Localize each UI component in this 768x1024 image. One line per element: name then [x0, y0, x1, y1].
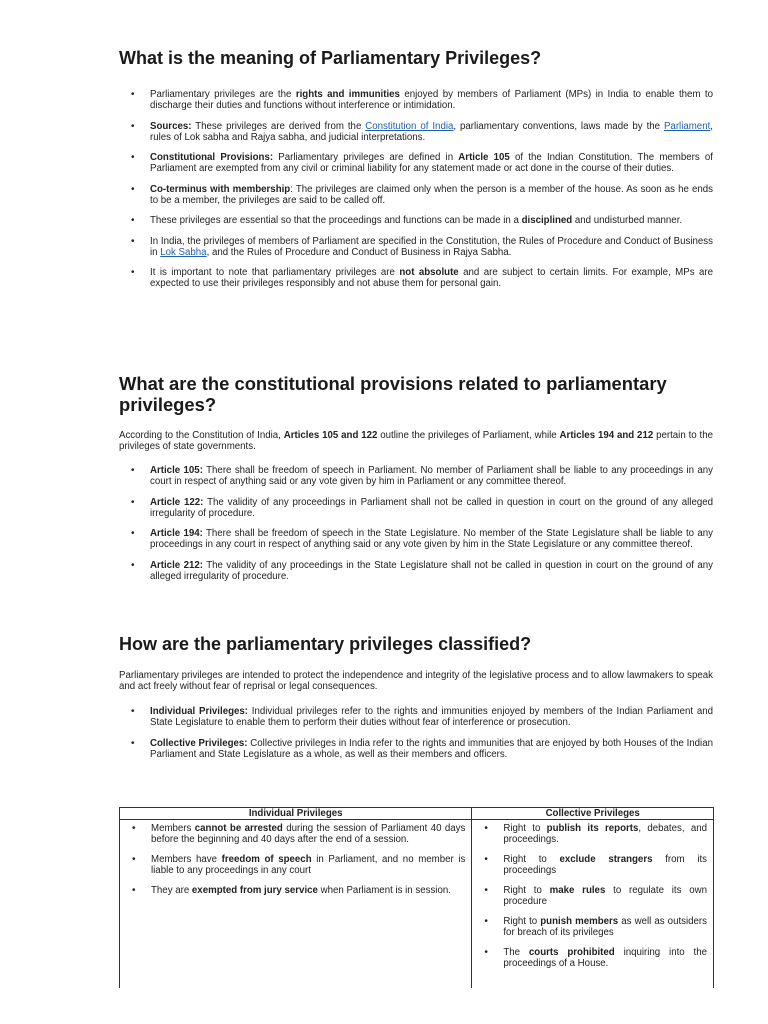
link-parliament[interactable]: Parliament — [663, 120, 711, 132]
list-item: • In India, the privileges of members of Parliament are specified in the Constitution, the Rules of Procedure and Conduct of Business in Lok Sabha, and the Rules of Procedure and Conduct of Business in Rajya Sabha. — [119, 236, 713, 258]
list-item: • These privileges are essential so that the proceedings and functions can be made in a disciplined and undisturbed manner. — [119, 215, 713, 226]
link-lok-sabha[interactable]: Lok Sabha — [160, 246, 207, 258]
table-cell-collective — [472, 820, 714, 989]
list-item: • Individual Privileges: Individual privileges refer to the rights and immunities enjoyed by members of the Indian Parliament and State Legislature to enable them to perform their duties without fear of interference or prosecution. — [119, 706, 713, 728]
list-item: • Co-terminus with membership: The privileges are claimed only when the person is a member of the house. As soon as he ends to be a member, the privileges are said to be called off. — [119, 184, 713, 206]
section-heading: What is the meaning of Parliamentary Privileges? — [119, 48, 542, 68]
section-heading: How are the parliamentary privileges classified? — [119, 634, 532, 654]
list-item: • It is important to note that parliamentary privileges are not absolute and are subject to certain limits. For example, MPs are expected to use their privileges responsibly and not abuse them for personal gain. — [119, 267, 713, 289]
list-item: • Article 194: There shall be freedom of speech in the State Legislature. No member of the State Legislature shall be liable to any proceedings in any court in respect of anything said or any vote given by him in the State Legislature or any committee thereof. — [119, 528, 713, 550]
table-header-individual: Individual Privileges — [120, 808, 472, 820]
paragraph: According to the Constitution of India, Articles 105 and 122 outline the privileges of Parliament, while Articles 194 and 212 pertain to the privileges of state governments. — [119, 430, 713, 452]
list-item: • Right to make rules to regulate its own procedure — [472, 885, 707, 907]
section-heading: What are the constitutional provisions related to parliamentary privileges? — [119, 373, 667, 415]
table-header-collective: Collective Privileges — [472, 808, 714, 820]
link-constitution-of-india[interactable]: Constitution of India — [365, 120, 454, 132]
list-item: • The courts prohibited inquiring into the proceedings of a House. — [472, 947, 707, 969]
list-item: • Article 105: There shall be freedom of speech in Parliament. No member of Parliament shall be liable to any proceedings in any court in respect of anything said or any vote given by him in Parliament or any committee thereof. — [119, 465, 713, 487]
list-item: • Members have freedom of speech in Parliament, and no member is liable to any proceedings in any court — [120, 854, 465, 876]
list-item: • Article 122: The validity of any proceedings in Parliament shall not be called in question in court on the ground of any alleged irregularity of procedure. — [119, 497, 713, 519]
bullet-list — [119, 706, 713, 769]
bullet-list — [119, 465, 713, 591]
list-item: • Article 212: The validity of any proceedings in the State Legislature shall not be called in question in court on the ground of any alleged irregularity of procedure. — [119, 560, 713, 582]
list-item: • Right to punish members as well as outsiders for breach of its privileges — [472, 916, 707, 938]
bullet-list — [119, 89, 713, 299]
list-item: • Sources: These privileges are derived from the Constitution of India, parliamentary conventions, laws made by the Parliament, rules of Lok sabha and Rajya sabha, and judicial interpretations. — [119, 121, 713, 143]
list-item: • Right to exclude strangers from its proceedings — [472, 854, 707, 876]
privileges-table — [119, 807, 714, 988]
list-item: • Right to publish its reports, debates, and proceedings. — [472, 823, 707, 845]
list-item: • Members cannot be arrested during the session of Parliament 40 days before the beginning and 40 days after the end of a session. — [120, 823, 465, 845]
paragraph: Parliamentary privileges are intended to protect the independence and integrity of the legislative process and to allow lawmakers to speak and act freely without fear of reprisal or legal consequences. — [119, 670, 713, 692]
list-item: • They are exempted from jury service when Parliament is in session. — [120, 885, 465, 896]
list-item: • Constitutional Provisions: Parliamentary privileges are defined in Article 105 of the Indian Constitution. The members of Parliament are exempted from any civil or criminal liability for any statement made or act done in the course of their duties. — [119, 152, 713, 174]
list-item: • Collective Privileges: Collective privileges in India refer to the rights and immunities that are enjoyed by both Houses of the Indian Parliament and State Legislature as a whole, as well as their members and officers. — [119, 738, 713, 760]
list-item: • Parliamentary privileges are the rights and immunities enjoyed by members of Parliament (MPs) in India to enable them to discharge their duties and functions without interference or intimidation. — [119, 89, 713, 111]
table-cell-individual — [120, 820, 472, 989]
